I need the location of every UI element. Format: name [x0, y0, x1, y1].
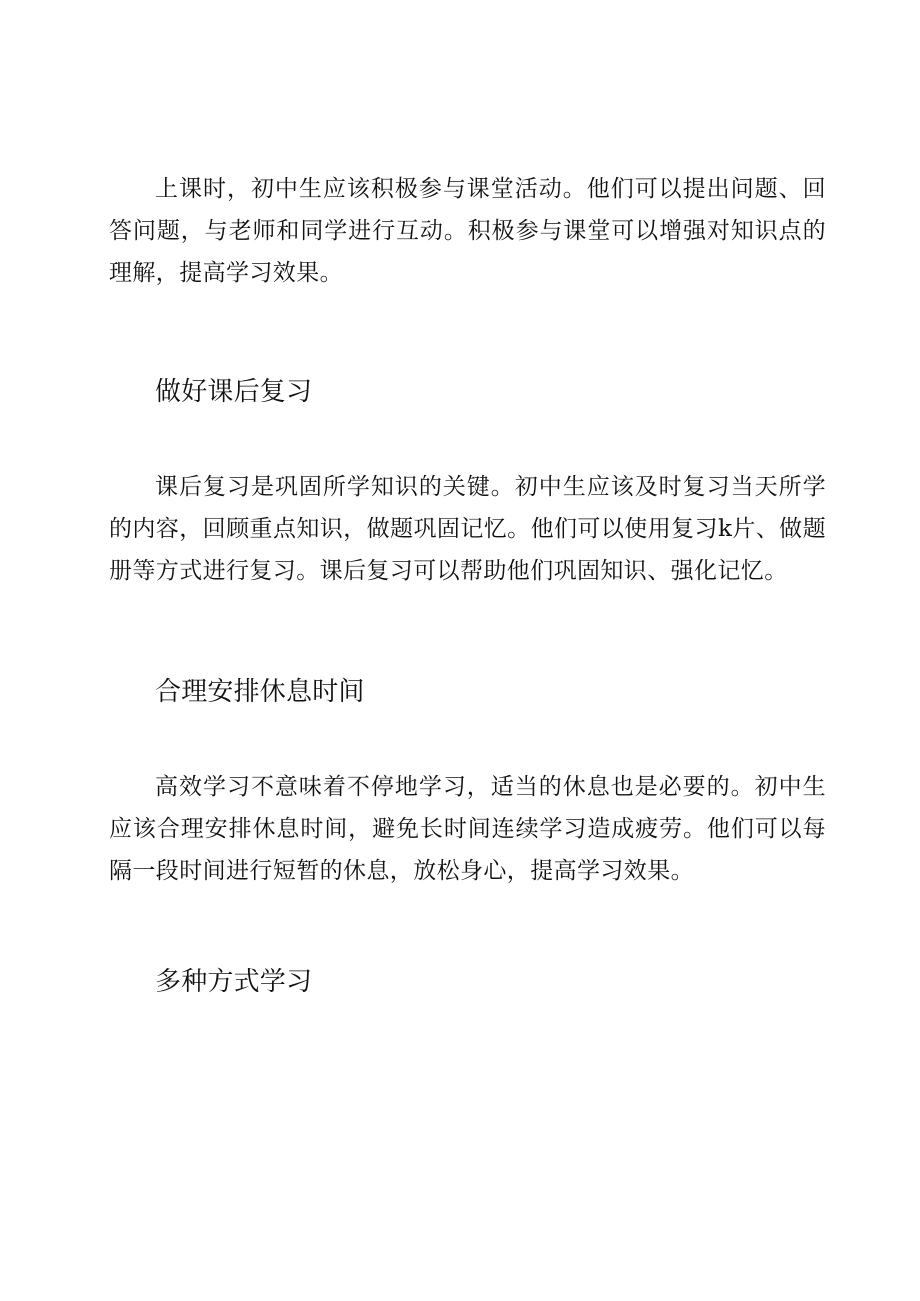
heading-multiple-learning-methods: 多种方式学习	[155, 967, 313, 997]
paragraph-rest-schedule: 高效学习不意味着不停地学习，适当的休息也是必要的。初中生应该合理安排休息时间，避免长时间连续学习造成疲劳。他们可以每隔一段时间进行短暂的休息，放松身心，提高学习效果。	[109, 774, 826, 884]
paragraph-class-participation: 上课时，初中生应该积极参与课堂活动。他们可以提出问题、回答问题，与老师和同学进行互动。积极参与课堂可以增强对知识点的理解，提高学习效果。	[109, 176, 826, 286]
heading-after-class-review: 做好课后复习	[155, 377, 313, 407]
paragraph-after-class-review: 课后复习是巩固所学知识的关键。初中生应该及时复习当天所学的内容，回顾重点知识，做题巩固记忆。他们可以使用复习k片、做题册等方式进行复习。课后复习可以帮助他们巩固知识、强化记忆。	[109, 474, 826, 584]
heading-rest-schedule: 合理安排休息时间	[155, 677, 365, 707]
